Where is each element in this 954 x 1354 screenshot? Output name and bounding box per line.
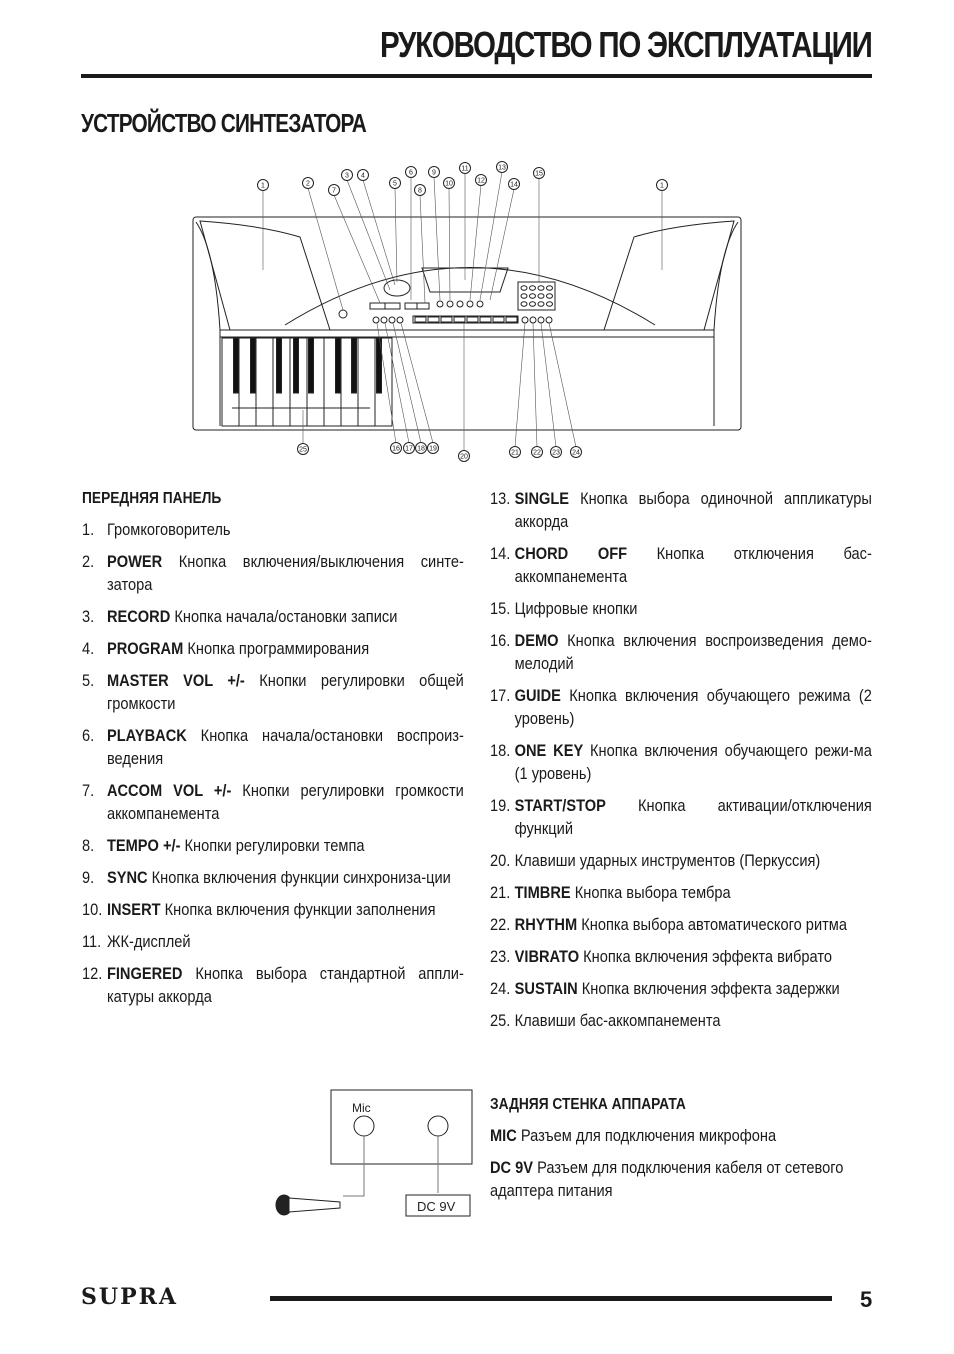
item-desc: Кнопка включения эффекта вибрато (583, 947, 833, 966)
list-item (490, 542, 872, 588)
item-desc: Кнопки регулировки общей громкости (106, 671, 464, 713)
callout-number: 3 (345, 172, 349, 180)
list-item (490, 739, 872, 785)
item-key: RHYTHM (514, 915, 578, 934)
page-header-title: РУКОВОДСТВО ПО ЭКСПЛУАТАЦИИ (380, 24, 872, 65)
callout-number: 15 (535, 170, 543, 178)
list-item (490, 794, 872, 840)
item-desc: Цифровые кнопки (514, 599, 638, 618)
item-number: 18. (490, 741, 511, 760)
item-number: 3. (82, 607, 95, 626)
footer-divider (270, 1296, 832, 1301)
rear-panel-diagram (276, 1090, 472, 1216)
white-key (256, 338, 273, 426)
callout-number: 6 (409, 169, 413, 177)
callout-number: 13 (498, 164, 506, 172)
callout-number: 1 (261, 182, 265, 190)
microphone-icon (276, 1195, 340, 1215)
callout-11 (460, 163, 471, 174)
item-number: 15. (490, 599, 511, 618)
back-item-dc (490, 1156, 872, 1202)
callout-5 (390, 178, 401, 189)
callout-number: 14 (510, 181, 518, 189)
item-desc: Кнопка включения/выключения синте-затора (106, 552, 464, 594)
front-panel-list-left (82, 487, 464, 1017)
black-key (352, 338, 357, 393)
list-item (490, 849, 872, 872)
item-number: 11. (82, 932, 102, 951)
item-desc: Громкоговоритель (106, 520, 231, 539)
callout-number: 20 (460, 453, 468, 461)
item-key: INSERT (106, 900, 161, 919)
item-desc: Разъем для подключения кабеля от сетевого адаптера питания (490, 1158, 844, 1200)
callout-20 (459, 451, 470, 462)
keyboard-keys (222, 338, 392, 426)
mic-jack-label: Mic (352, 1101, 371, 1115)
mic-jack (354, 1116, 374, 1136)
list-item (490, 684, 872, 730)
item-number: 21. (490, 883, 511, 902)
callout-25 (298, 444, 309, 455)
list-item (490, 1009, 872, 1032)
item-number: 16. (490, 631, 511, 650)
callout-number: 18 (417, 445, 425, 453)
list-item (490, 487, 872, 533)
item-number: 10. (82, 900, 103, 919)
item-desc: Кнопки регулировки темпа (184, 836, 365, 855)
list-item (490, 945, 872, 968)
item-key: MIC (490, 1126, 517, 1145)
item-desc: Кнопка выбора одиночной аппликатуры аккорда (514, 489, 872, 531)
item-number: 7. (82, 781, 95, 800)
item-desc: Кнопка отключения бас-аккомпанемента (514, 544, 872, 586)
item-desc: Кнопка начала/остановки записи (174, 607, 398, 626)
callout-number: 23 (552, 449, 560, 457)
black-key (251, 338, 256, 393)
item-number: 20. (490, 851, 511, 870)
item-number: 14. (490, 544, 511, 563)
page-number: 5 (860, 1287, 873, 1312)
list-item (82, 605, 464, 628)
item-number: 17. (490, 686, 511, 705)
item-desc: Клавиши ударных инструментов (Перкуссия) (514, 851, 821, 870)
item-number: 5. (82, 671, 95, 690)
item-key: FINGERED (106, 964, 183, 983)
item-desc: Кнопка включения воспроизведения демо-мелодий (514, 631, 872, 673)
item-key: ONE KEY (514, 741, 584, 760)
item-desc: Кнопки регулировки громкости аккомпанемента (106, 781, 464, 823)
item-number: 19. (490, 796, 511, 815)
item-number: 24. (490, 979, 511, 998)
item-desc: Кнопка выбора стандартной аппли-катуры аккорда (106, 964, 464, 1006)
list-item (82, 669, 464, 715)
callout-number: 7 (332, 187, 336, 195)
item-desc: ЖК-дисплей (106, 932, 191, 951)
callout-17 (404, 443, 415, 454)
black-key (336, 338, 341, 393)
item-key: VIBRATO (514, 947, 580, 966)
item-desc: Кнопка активации/отключения функций (514, 796, 872, 838)
item-key: RECORD (106, 607, 171, 626)
front-panel-list-right (490, 487, 872, 1041)
list-item (82, 724, 464, 770)
item-key: START/STOP (514, 796, 606, 815)
callout-number: 12 (477, 177, 485, 185)
item-desc: Кнопка включения обучающего режи-ма (1 уровень) (514, 741, 872, 783)
callout-number: 2 (306, 180, 310, 188)
item-number: 2. (82, 552, 95, 571)
item-desc: Кнопка начала/остановки воспроиз-ведения (106, 726, 464, 768)
callout-23 (551, 447, 562, 458)
list-item (490, 913, 872, 936)
item-number: 23. (490, 947, 511, 966)
list-item (82, 930, 464, 953)
callout-15 (534, 168, 545, 179)
callout-19 (428, 443, 439, 454)
item-desc: Кнопка включения функции заполнения (164, 900, 436, 919)
callout-2 (303, 178, 314, 189)
callout-3 (342, 170, 353, 181)
callout-13 (497, 162, 508, 173)
item-number: 12. (82, 964, 103, 983)
list-item (82, 550, 464, 596)
item-number: 25. (490, 1011, 511, 1030)
callout-number: 24 (572, 449, 580, 457)
item-number: 1. (82, 520, 95, 539)
back-item-mic (490, 1124, 872, 1147)
black-key (309, 338, 314, 393)
item-number: 4. (82, 639, 95, 658)
item-key: TIMBRE (514, 883, 571, 902)
section-title: УСТРОЙСТВО СИНТЕЗАТОРА (81, 108, 366, 138)
item-key: CHORD OFF (514, 544, 628, 563)
item-number: 22. (490, 915, 511, 934)
callout-number: 16 (392, 445, 400, 453)
callout-number: 8 (418, 187, 422, 195)
white-key (358, 338, 375, 426)
item-desc: Кнопка программирования (187, 639, 370, 658)
list-item (82, 834, 464, 857)
callout-24 (571, 447, 582, 458)
item-key: SYNC (106, 868, 148, 887)
item-key: ACCOM VOL +/- (106, 781, 232, 800)
back-panel-description (490, 1093, 934, 1211)
list-item (82, 962, 464, 1008)
item-desc: Кнопка выбора тембра (574, 883, 731, 902)
item-number: 6. (82, 726, 95, 745)
front-panel-heading: ПЕРЕДНЯЯ ПАНЕЛЬ (82, 490, 222, 507)
black-key (294, 338, 299, 393)
callout-number: 1 (660, 182, 664, 190)
black-key (234, 338, 239, 393)
callout-12 (476, 175, 487, 186)
callout-number: 4 (361, 172, 365, 180)
black-key (277, 338, 282, 393)
list-item (82, 898, 464, 921)
list-item (490, 597, 872, 620)
item-key: POWER (106, 552, 163, 571)
item-desc: Кнопка включения эффекта задержки (581, 979, 840, 998)
item-key: MASTER VOL +/- (106, 671, 245, 690)
callout-9 (429, 167, 440, 178)
list-item (490, 881, 872, 904)
callout-21 (510, 447, 521, 458)
item-desc: Кнопка включения обучающего режима (2 уровень) (514, 686, 872, 728)
item-key: SINGLE (514, 489, 570, 508)
item-number: 9. (82, 868, 95, 887)
callout-7 (329, 185, 340, 196)
item-key: DEMO (514, 631, 559, 650)
item-key: PROGRAM (106, 639, 184, 658)
callout-number: 10 (445, 180, 453, 188)
brand-logo: SUPRA (81, 1284, 178, 1310)
item-desc: Кнопка выбора автоматического ритма (581, 915, 847, 934)
item-desc: Кнопка включения функции синхрониза-ции (151, 868, 451, 887)
callout-number: 21 (511, 449, 519, 457)
callout-1 (258, 180, 269, 191)
dc-jack (428, 1116, 448, 1136)
item-key: DC 9V (490, 1158, 534, 1177)
callout-18 (416, 443, 427, 454)
callout-number: 22 (533, 449, 541, 457)
callout-1 (657, 180, 668, 191)
list-item (82, 518, 464, 541)
item-number: 8. (82, 836, 95, 855)
back-panel-heading: ЗАДНЯЯ СТЕНКА АППАРАТА (490, 1096, 686, 1113)
list-item (82, 637, 464, 660)
callout-6 (406, 167, 417, 178)
item-key: TEMPO +/- (106, 836, 181, 855)
dc-adapter-label: DC 9V (417, 1199, 456, 1214)
item-desc: Клавиши бас-аккомпанемента (514, 1011, 721, 1030)
item-number: 13. (490, 489, 511, 508)
callout-10 (444, 178, 455, 189)
item-key: SUSTAIN (514, 979, 578, 998)
callout-8 (415, 185, 426, 196)
callout-22 (532, 447, 543, 458)
callout-number: 9 (432, 169, 436, 177)
callout-number: 11 (461, 165, 469, 173)
callout-number: 5 (393, 180, 397, 188)
item-desc: Разъем для подключения микрофона (520, 1126, 777, 1145)
list-item (82, 866, 464, 889)
callout-number: 19 (429, 445, 437, 453)
callout-14 (509, 179, 520, 190)
list-item (82, 779, 464, 825)
callout-number: 25 (299, 446, 307, 454)
item-key: GUIDE (514, 686, 561, 705)
callout-4 (358, 170, 369, 181)
item-key: PLAYBACK (106, 726, 187, 745)
list-item (490, 977, 872, 1000)
list-item (490, 629, 872, 675)
callout-number: 17 (405, 445, 413, 453)
callout-16 (391, 443, 402, 454)
